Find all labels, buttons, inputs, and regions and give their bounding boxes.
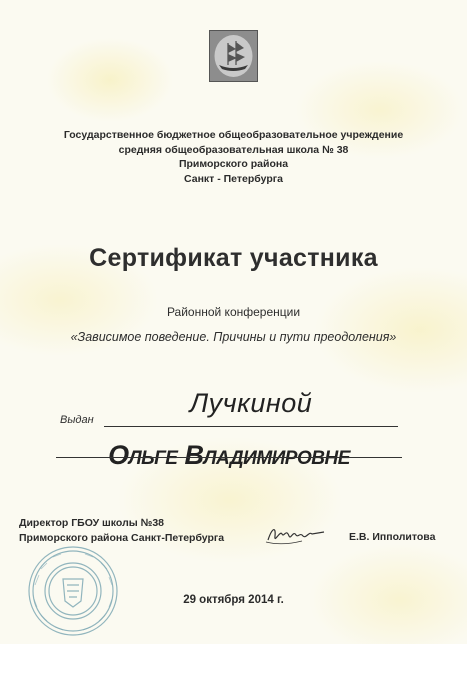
signatory-title-line-2: Приморского района Санкт-Петербурга [19,532,225,544]
recipient-surname: Лучкиной [189,388,313,418]
school-seal-icon [15,545,135,640]
header-line-3: Приморского района [178,158,289,170]
school-logo-ship-icon [209,30,258,82]
conference-topic: «Зависимое поведение. Причины и пути преодоления» [70,330,397,344]
certificate-title: Сертификат участника [89,244,378,272]
signatory-name: Е.В. Ипполитова [349,531,436,543]
signatory-title [19,516,224,546]
header-line-4: Санкт - Петербурга [184,172,283,185]
name-underline [56,457,402,458]
conference-subtitle: Районной конференции [166,305,301,319]
signatory-title-line-1: Директор ГБОУ школы №38 [19,517,165,529]
signature-icon [262,522,332,548]
header-line-1: Государственное бюджетное общеобразовательное учреждение [63,129,404,141]
school-header [0,128,467,186]
issue-date: 29 октября 2014 г. [183,594,284,606]
surname-underline [104,426,398,427]
scan-margin [0,644,467,680]
recipient-name: Ольге Владимировне [108,440,350,470]
issued-label: Выдан [60,414,94,426]
header-line-2: средняя общеобразовательная школа № 38 [118,143,349,156]
